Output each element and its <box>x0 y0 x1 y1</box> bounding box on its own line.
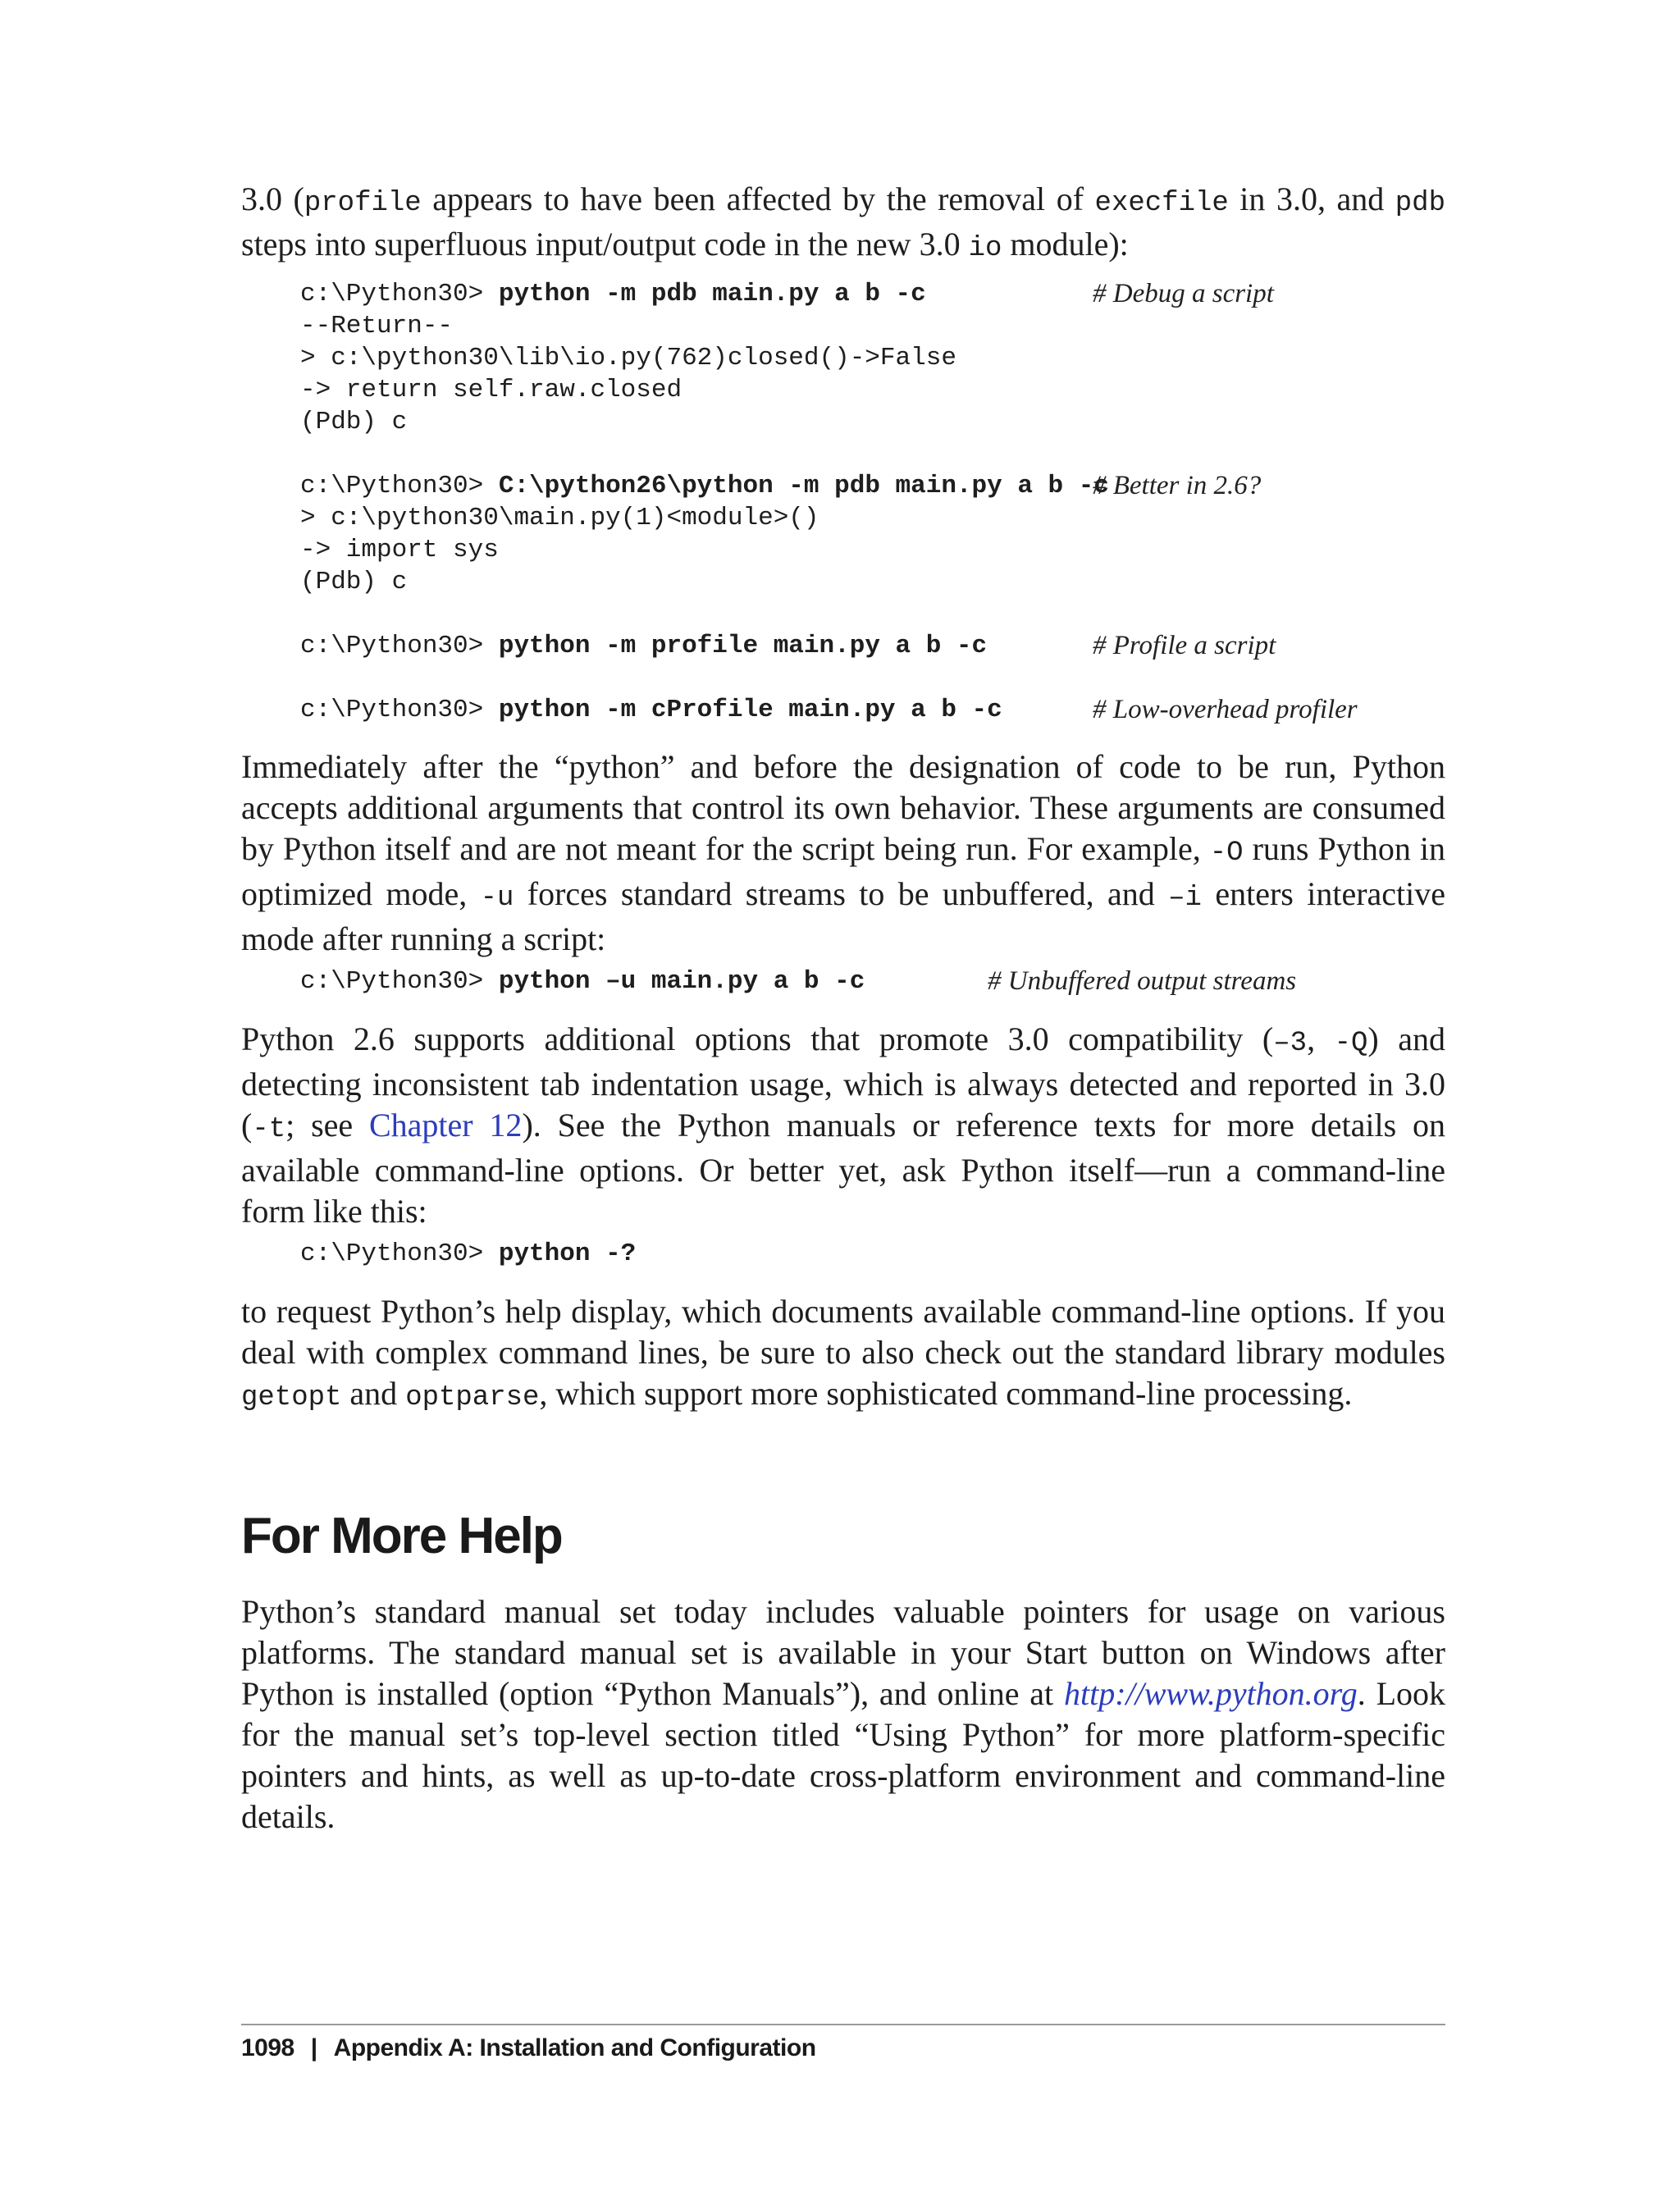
paragraph-arguments <box>241 746 1445 960</box>
code-line <box>300 278 1504 310</box>
paragraph-more-help <box>241 1591 1445 1838</box>
inline-code-execfile: execfile <box>1094 188 1229 219</box>
code-block-help <box>241 1238 1504 1270</box>
text: in 3.0, and <box>1228 180 1395 217</box>
inline-code-getopt: getopt <box>241 1382 342 1413</box>
paragraph-intro <box>241 179 1445 269</box>
prompt: c:\Python30> <box>300 967 499 996</box>
code-block-debug-profile <box>241 278 1504 726</box>
inline-code-profile: profile <box>304 188 422 219</box>
command: python -m pdb main.py a b -c <box>498 280 926 308</box>
text: ; see <box>285 1107 369 1144</box>
code-line <box>300 966 1504 998</box>
code-line: (Pdb) c <box>300 408 408 436</box>
code-line <box>300 470 1504 502</box>
code-line: -> return self.raw.closed <box>300 376 682 404</box>
command: C:\python26\python -m pdb main.py a b -c <box>498 472 1109 500</box>
text: steps into superfluous input/output code in the new 3.0 <box>241 226 969 262</box>
code-line <box>300 630 1504 662</box>
code-comment: # Debug a script <box>1093 279 1274 308</box>
chapter-12-link[interactable]: Chapter 12 <box>368 1107 523 1144</box>
code-line: --Return-- <box>300 312 454 340</box>
inline-code-i: –i <box>1168 883 1202 914</box>
page-number: 1098 <box>241 2034 294 2061</box>
prompt: c:\Python30> <box>300 632 499 660</box>
paragraph-options <box>241 1019 1445 1232</box>
footer-divider <box>241 2024 1445 2025</box>
inline-code-Q: -Q <box>1334 1028 1368 1059</box>
inline-code-3: –3 <box>1273 1028 1308 1059</box>
text: Immediately after the “python” and before the designation of code to be run, Python accepts additional arguments that control its own behavior. These arguments are consumed by Python itself and are not meant for the script being run. For example, <box>241 748 1445 867</box>
text: and <box>341 1375 406 1412</box>
text: appears to have been affected by the removal of <box>421 180 1095 217</box>
prompt: c:\Python30> <box>300 280 499 308</box>
inline-code-u: -u <box>480 883 514 914</box>
inline-code-optparse: optparse <box>405 1382 540 1413</box>
footer-chapter-title: Appendix A: Installation and Configuration <box>333 2034 816 2061</box>
code-line: -> import sys <box>300 536 499 564</box>
text: , which support more sophisticated command-line processing. <box>539 1375 1353 1412</box>
code-blank-line <box>300 598 1504 630</box>
section-heading: For More Help <box>241 1508 562 1564</box>
text: Python 2.6 supports additional options that promote 3.0 compatibility ( <box>241 1020 1274 1057</box>
page-footer <box>241 2034 816 2062</box>
code-block-unbuffered <box>241 966 1504 998</box>
code-blank-line <box>300 438 1504 470</box>
prompt: c:\Python30> <box>300 696 499 724</box>
text: to request Python’s help display, which documents available command-line options. If you deal with complex command lines, be sure to also check out the standard library modules <box>241 1293 1445 1371</box>
code-line: (Pdb) c <box>300 568 408 596</box>
code-blank-line <box>300 662 1504 694</box>
code-comment: # Low-overhead profiler <box>1093 695 1358 724</box>
code-comment: # Profile a script <box>1093 631 1276 660</box>
text: ). See the Python manuals or reference texts for more details on available command-line options. Or better yet, ask Python itself—run a command-line form like this: <box>241 1107 1445 1230</box>
inline-code-t: -t <box>252 1114 286 1145</box>
command: python -? <box>498 1239 637 1268</box>
command: python -m cProfile main.py a b -c <box>498 696 1002 724</box>
prompt: c:\Python30> <box>300 1239 499 1268</box>
paragraph-help-display <box>241 1291 1445 1418</box>
footer-separator: | <box>310 2034 317 2061</box>
text: Python’s standard manual set today includes valuable pointers for usage on various platforms. The standard manual set is available in your Start button on Windows after Python is installed (option “Python Manuals”), and online at <box>241 1593 1445 1712</box>
text: forces standard streams to be unbuffered, and <box>514 875 1169 912</box>
command: python –u main.py a b -c <box>498 967 865 996</box>
inline-code-O: -O <box>1209 838 1244 869</box>
text: module): <box>1002 226 1129 262</box>
code-comment: # Unbuffered output streams <box>988 966 1297 996</box>
code-line <box>300 694 1504 726</box>
python-org-link[interactable]: http://www.python.org <box>1063 1675 1358 1712</box>
prompt: c:\Python30> <box>300 472 499 500</box>
inline-code-io: io <box>968 233 1002 264</box>
code-line <box>300 1238 1504 1270</box>
command: python -m profile main.py a b -c <box>498 632 988 660</box>
text: 3.0 ( <box>241 180 304 217</box>
code-comment: # Better in 2.6? <box>1093 471 1262 500</box>
text: , <box>1307 1020 1335 1057</box>
code-line: > c:\python30\main.py(1)<module>() <box>300 504 819 532</box>
text: runs Python in optimized mode, <box>241 830 1445 912</box>
text: enters interactive mode after running a script: <box>241 875 1446 957</box>
inline-code-pdb: pdb <box>1395 188 1445 219</box>
code-line: > c:\python30\lib\io.py(762)closed()->False <box>300 344 956 372</box>
text: . Look for the manual set’s top-level section titled “Using Python” for more platform-specific pointers and hints, as well as up-to-date cross-platform environment and command-line details. <box>241 1675 1446 1835</box>
text: ) and detecting inconsistent tab indentation usage, which is always detected and reported in 3.0 ( <box>241 1020 1445 1144</box>
